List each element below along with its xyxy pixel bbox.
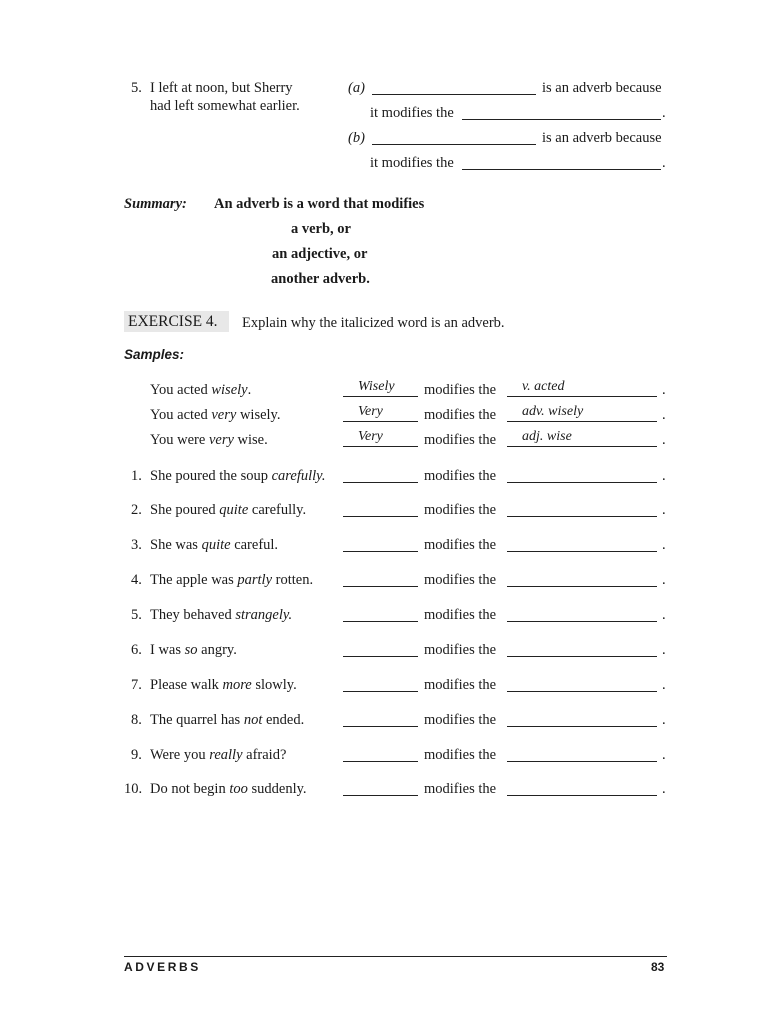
item-number: 3. <box>131 537 142 553</box>
item-text: angry. <box>197 642 237 658</box>
item-italic-word: so <box>184 642 198 658</box>
item-modifies-label: modifies the <box>424 537 497 553</box>
item-sentence <box>150 571 313 589</box>
item5-a-because: is an adverb because <box>542 80 662 96</box>
sample-target: v. acted <box>522 379 565 394</box>
item-text: suddenly. <box>247 781 307 797</box>
summary-label: Summary: <box>124 196 187 212</box>
item-modifies-label: modifies the <box>424 747 497 763</box>
sample-target-line <box>507 396 657 397</box>
item-sentence <box>150 641 237 659</box>
samples-label: Samples: <box>124 347 185 362</box>
item-target-blank[interactable] <box>507 656 657 657</box>
item-text: Please walk <box>150 677 223 693</box>
item-number: 2. <box>131 502 142 518</box>
item-text: The apple was <box>150 572 238 588</box>
footer-section: ADVERBS <box>124 960 201 974</box>
item-text: slowly. <box>251 677 297 693</box>
item-italic-word: quite <box>219 502 249 518</box>
footer-page-number: 83 <box>651 960 665 974</box>
sample-italic-word: very <box>208 432 234 448</box>
item5-sentence-line2: had left somewhat earlier. <box>150 98 300 114</box>
item-period: . <box>662 642 666 658</box>
item-answer-blank[interactable] <box>343 761 418 762</box>
sample-text: wise. <box>233 432 268 448</box>
item-target-blank[interactable] <box>507 621 657 622</box>
sample-answer-line <box>343 396 418 397</box>
item-period: . <box>662 572 666 588</box>
item-target-blank[interactable] <box>507 691 657 692</box>
item-number: 4. <box>131 572 142 588</box>
item-italic-word: not <box>243 712 263 728</box>
item-modifies-label: modifies the <box>424 781 497 797</box>
item5-a-answer-blank[interactable] <box>372 94 536 95</box>
item-period: . <box>662 468 666 484</box>
item-target-blank[interactable] <box>507 586 657 587</box>
item-modifies-label: modifies the <box>424 642 497 658</box>
item-text: The quarrel has <box>150 712 244 728</box>
sample-period: . <box>662 382 666 398</box>
exercise-instruction: Explain why the italicized word is an adverb. <box>242 315 505 331</box>
item-period: . <box>662 677 666 693</box>
item-target-blank[interactable] <box>507 482 657 483</box>
item-target-blank[interactable] <box>507 551 657 552</box>
item-text: She poured <box>150 502 220 518</box>
item-sentence <box>150 711 304 729</box>
sample-answer-line <box>343 446 418 447</box>
item-target-blank[interactable] <box>507 726 657 727</box>
exercise-title: EXERCISE 4. <box>128 313 218 330</box>
item-text: Do not begin <box>150 781 230 797</box>
item-modifies-label: modifies the <box>424 677 497 693</box>
sample-modifies-label: modifies the <box>424 407 497 423</box>
item-number: 9. <box>131 747 142 763</box>
item-modifies-label: modifies the <box>424 468 497 484</box>
item-sentence <box>150 780 307 798</box>
item-number: 5. <box>131 607 142 623</box>
item-sentence <box>150 467 325 485</box>
sample-modifies-label: modifies the <box>424 432 497 448</box>
item-number: 6. <box>131 642 142 658</box>
item-answer-blank[interactable] <box>343 482 418 483</box>
item-text: afraid? <box>242 747 287 763</box>
item-text: careful. <box>230 537 279 553</box>
item-sentence <box>150 536 278 554</box>
item-text: ended. <box>262 712 305 728</box>
item5-a-modifies: it modifies the <box>370 105 454 121</box>
item5-b-modifies: it modifies the <box>370 155 454 171</box>
sample-target: adj. wise <box>522 429 572 444</box>
item5-a-label: (a) <box>348 80 365 96</box>
item-sentence <box>150 746 286 764</box>
sample-sentence <box>150 381 251 399</box>
item5-b-because: is an adverb because <box>542 130 662 146</box>
summary-line3: an adjective, or <box>272 246 368 262</box>
item-period: . <box>662 537 666 553</box>
summary-line1: An adverb is a word that modifies <box>214 196 425 212</box>
sample-text: You acted <box>150 382 212 398</box>
item-period: . <box>662 781 666 797</box>
item-answer-blank[interactable] <box>343 551 418 552</box>
item-sentence <box>150 606 292 624</box>
sample-answer: Very <box>358 429 383 444</box>
item-modifies-label: modifies the <box>424 712 497 728</box>
summary-line4: another adverb. <box>271 271 370 287</box>
item-modifies-label: modifies the <box>424 572 497 588</box>
item-answer-blank[interactable] <box>343 656 418 657</box>
item-period: . <box>662 712 666 728</box>
item-period: . <box>662 607 666 623</box>
item-text: Were you <box>150 747 210 763</box>
item5-a-period: . <box>662 105 666 121</box>
item-target-blank[interactable] <box>507 761 657 762</box>
item-target-blank[interactable] <box>507 795 657 796</box>
sample-answer: Wisely <box>358 379 395 394</box>
item-answer-blank[interactable] <box>343 726 418 727</box>
item-italic-word: partly <box>237 572 273 588</box>
item5-number: 5. <box>131 80 142 96</box>
item-sentence <box>150 501 306 519</box>
item-period: . <box>662 502 666 518</box>
sample-target: adv. wisely <box>522 404 584 419</box>
sample-answer-line <box>343 421 418 422</box>
item-italic-word: quite <box>201 537 231 553</box>
item5-sentence-line1: I left at noon, but Sherry <box>150 80 293 96</box>
summary-line2: a verb, or <box>291 221 351 237</box>
item5-b-modifies-blank[interactable] <box>462 169 661 170</box>
sample-text: wisely. <box>236 407 281 423</box>
item-text: I was <box>150 642 185 658</box>
sample-answer: Very <box>358 404 383 419</box>
item-sentence <box>150 676 297 694</box>
item5-a-modifies-blank[interactable] <box>462 119 661 120</box>
item-answer-blank[interactable] <box>343 586 418 587</box>
item-number: 10. <box>124 781 143 797</box>
item-italic-word: too <box>229 781 248 797</box>
item-text: carefully. <box>248 502 307 518</box>
sample-period: . <box>662 407 666 423</box>
item-answer-blank[interactable] <box>343 691 418 692</box>
item-answer-blank[interactable] <box>343 795 418 796</box>
item-number: 8. <box>131 712 142 728</box>
item-text: rotten. <box>272 572 314 588</box>
item-number: 7. <box>131 677 142 693</box>
item-italic-word: strangely. <box>235 607 293 623</box>
item5-b-label: (b) <box>348 130 365 146</box>
item-answer-blank[interactable] <box>343 516 418 517</box>
item-italic-word: more <box>222 677 252 693</box>
item-italic-word: really <box>209 747 243 763</box>
item5-b-period: . <box>662 155 666 171</box>
sample-italic-word: wisely <box>211 382 248 398</box>
sample-target-line <box>507 446 657 447</box>
item-period: . <box>662 747 666 763</box>
sample-text: You were <box>150 432 209 448</box>
sample-sentence <box>150 406 280 424</box>
item-text: They behaved <box>150 607 236 623</box>
sample-modifies-label: modifies the <box>424 382 497 398</box>
item-italic-word: carefully. <box>271 468 326 484</box>
footer-rule <box>124 956 667 957</box>
item-text: She was <box>150 537 202 553</box>
item-answer-blank[interactable] <box>343 621 418 622</box>
item-modifies-label: modifies the <box>424 607 497 623</box>
item-text: She poured the soup <box>150 468 272 484</box>
sample-target-line <box>507 421 657 422</box>
item-modifies-label: modifies the <box>424 502 497 518</box>
item-target-blank[interactable] <box>507 516 657 517</box>
sample-sentence <box>150 431 268 449</box>
sample-period: . <box>662 432 666 448</box>
item-number: 1. <box>131 468 142 484</box>
sample-text: You acted <box>150 407 212 423</box>
sample-italic-word: very <box>211 407 237 423</box>
item5-b-answer-blank[interactable] <box>372 144 536 145</box>
sample-text: . <box>247 382 252 398</box>
